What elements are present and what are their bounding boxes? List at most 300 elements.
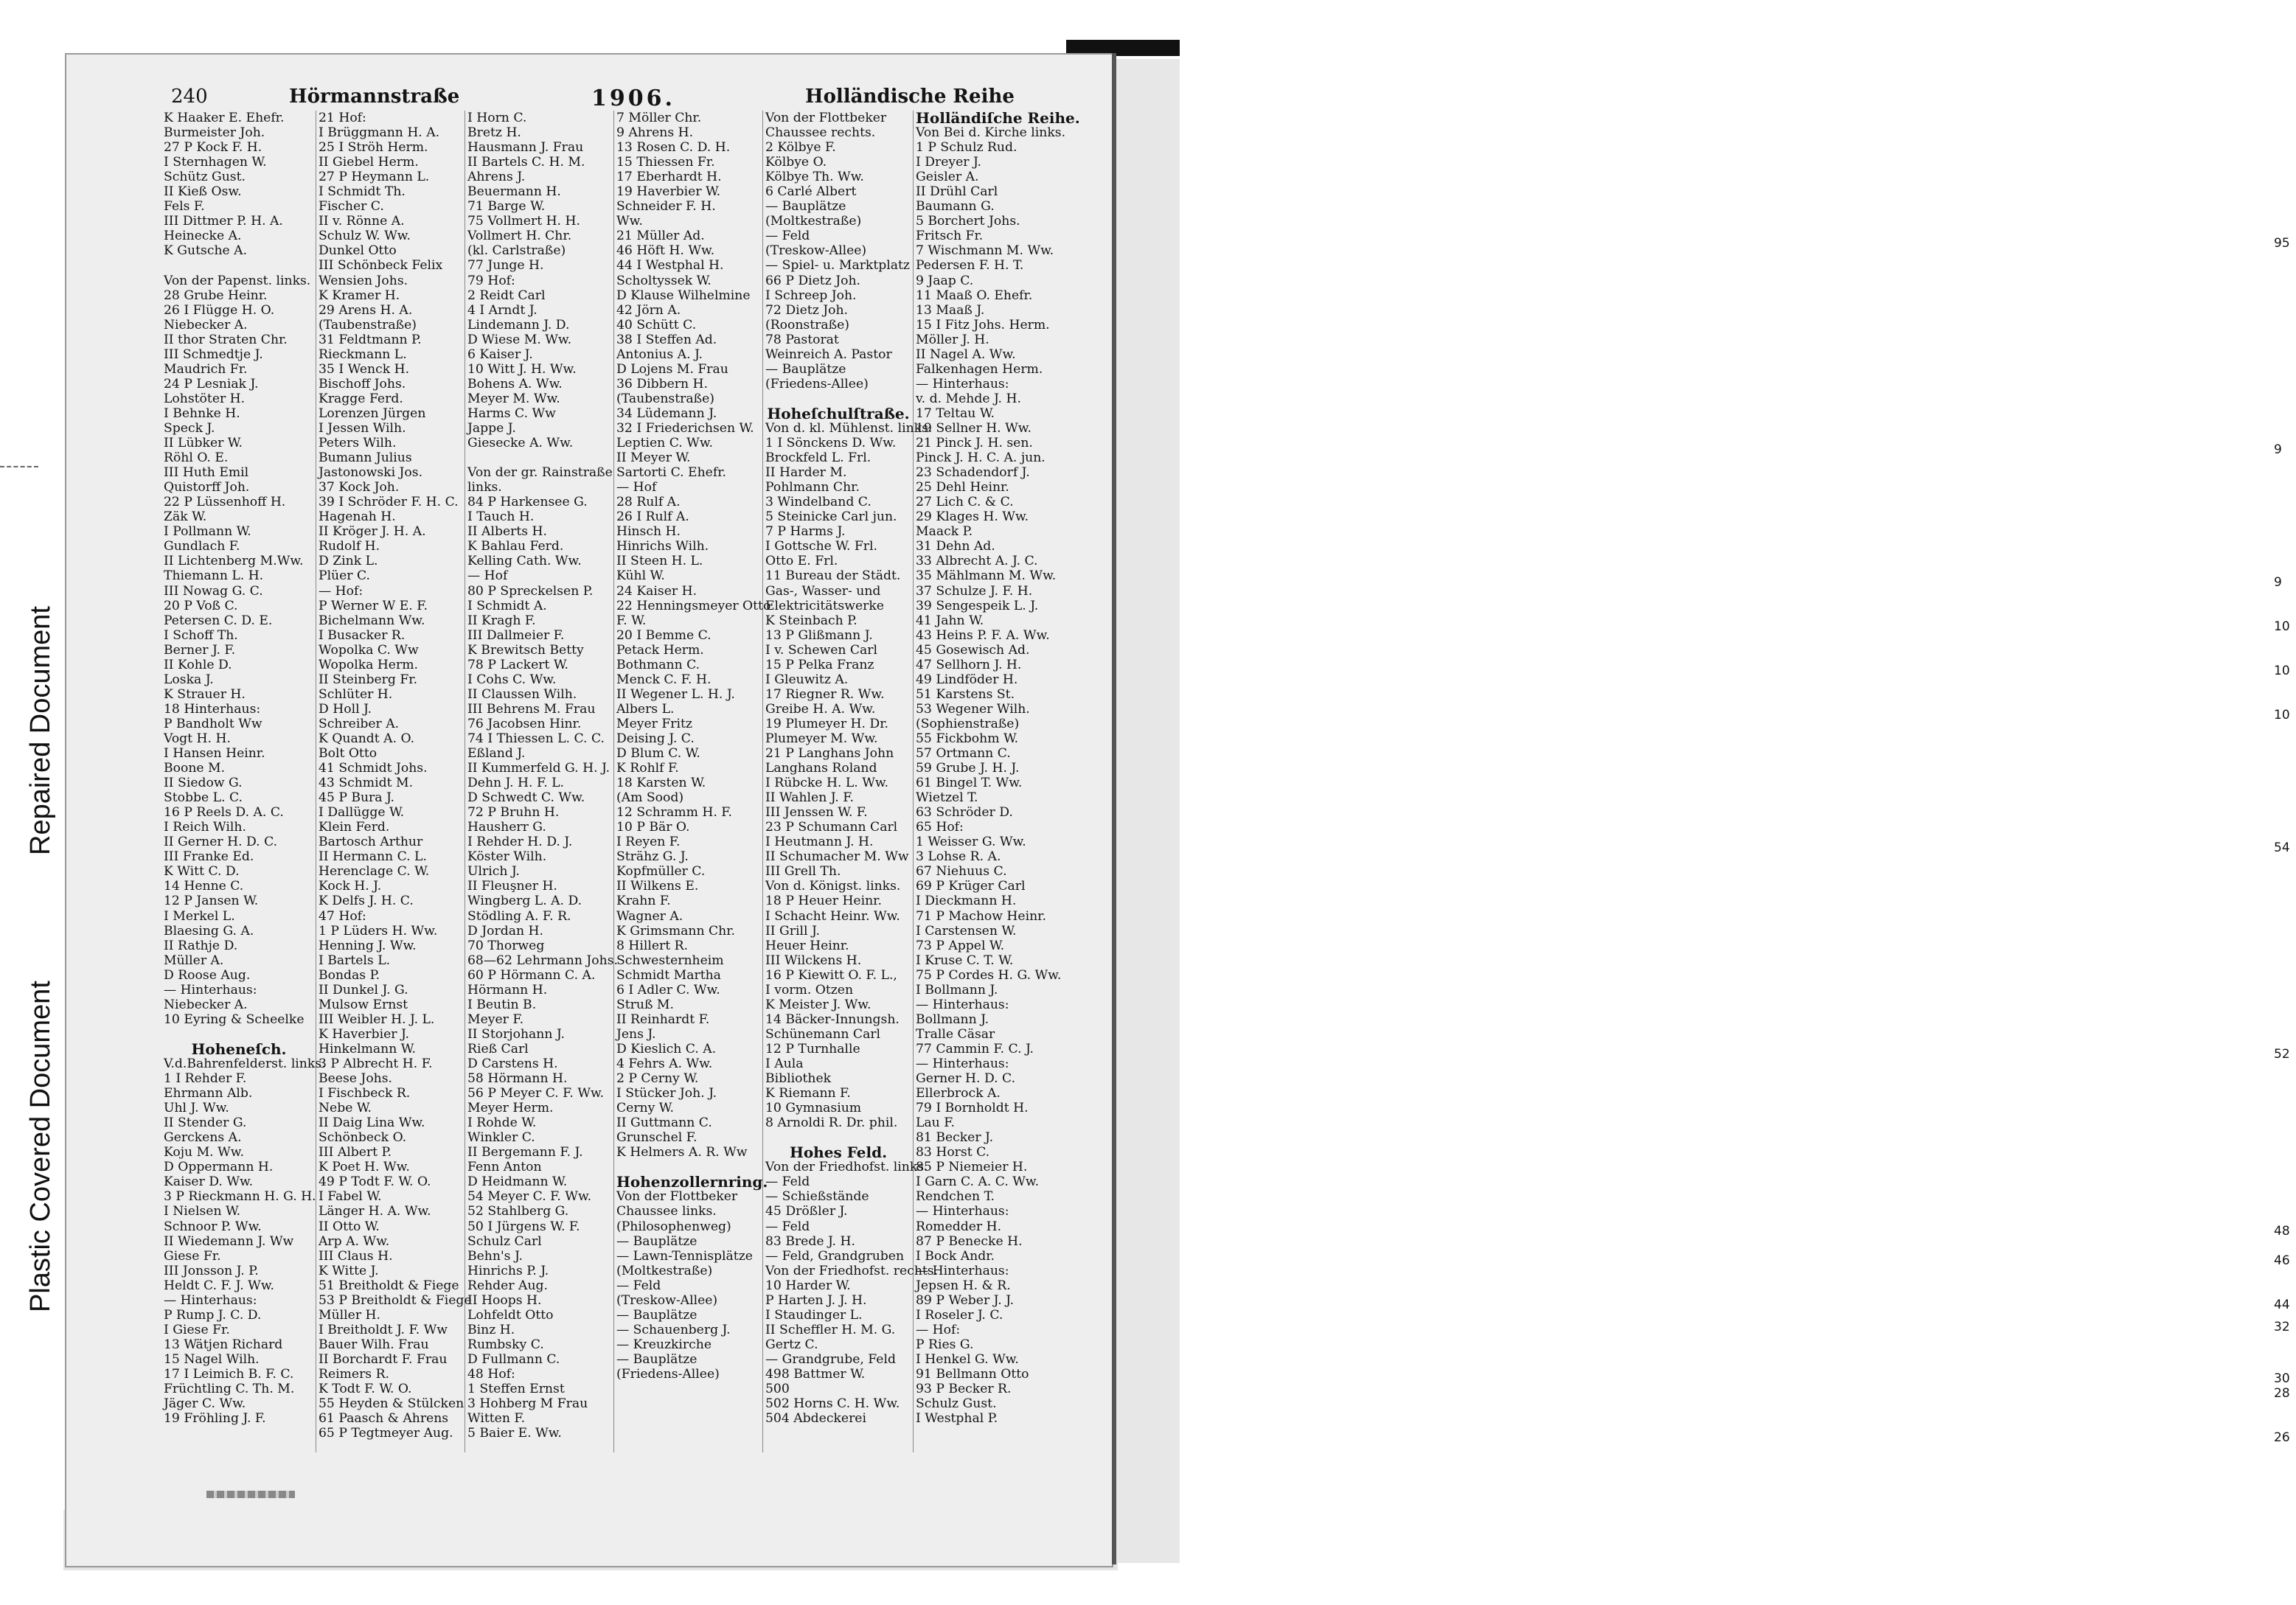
directory-line: I Westphal P.	[916, 1411, 998, 1427]
directory-line: 42 Jörn A.	[616, 302, 681, 318]
directory-line: Röhl O. E.	[164, 450, 229, 466]
directory-line: — Hof	[467, 568, 508, 584]
directory-line: Tralle Cäsar	[916, 1026, 995, 1042]
directory-line: 38 I Steffen Ad.	[616, 332, 717, 347]
facing-page-number: 9	[2274, 575, 2282, 590]
directory-line: Henning J. Ww.	[319, 938, 417, 953]
directory-line: Fritsch Fr.	[916, 229, 984, 244]
running-head-left: Hörmannstraße	[289, 86, 460, 108]
directory-line: K Haaker E. Ehefr.	[164, 111, 285, 125]
directory-line: Struß M.	[616, 997, 674, 1012]
directory-line: Sartorti C. Ehefr.	[616, 465, 726, 481]
directory-line: 19 Plumeyer H. Dr.	[765, 716, 888, 731]
directory-line: Scholtyssek W.	[616, 273, 712, 288]
directory-line: 24 P Lesniak J.	[164, 376, 259, 391]
directory-line: Meyer Fritz	[616, 716, 692, 731]
directory-line: 16 P Kiewitt O. F. L.,	[765, 967, 897, 983]
directory-line: 3 P Albrecht H. F.	[319, 1056, 433, 1071]
directory-line: Von der Flottbeker	[765, 111, 887, 125]
directory-line: Chaussee links.	[616, 1204, 717, 1219]
directory-line: I Dieckmann H.	[916, 894, 1017, 909]
directory-line: 50 I Jürgens W. F.	[467, 1219, 580, 1234]
directory-line	[164, 1027, 314, 1042]
directory-line: 66 P Dietz Joh.	[765, 273, 861, 288]
directory-line: 26 I Flügge H. O.	[164, 302, 275, 318]
directory-line: Kölbye Th. Ww.	[765, 170, 864, 185]
directory-line: — Feld	[765, 1174, 810, 1190]
directory-line: (Roonstraße)	[765, 317, 849, 333]
directory-line: II Claussen Wilh.	[467, 686, 577, 702]
directory-line: Romedder H.	[916, 1219, 1002, 1234]
directory-line: Hinrichs Wilh.	[616, 539, 709, 554]
directory-line: V.d.Bahrenfelderst. links.	[164, 1056, 326, 1071]
directory-line: Schünemann Carl	[765, 1026, 881, 1042]
directory-line: 29 Arens H. A.	[319, 302, 413, 318]
facing-page-number: 10	[2274, 664, 2290, 678]
directory-line: II Storjohann J.	[467, 1026, 565, 1042]
directory-line: D Klause Wilhelmine	[616, 288, 751, 303]
directory-line: I Heutmann J. H.	[765, 835, 874, 850]
directory-line: Fels F.	[164, 199, 205, 215]
directory-line: I Horn C.	[467, 111, 527, 125]
directory-line: 27 P Kock F. H.	[164, 140, 262, 156]
directory-line: Müller H.	[319, 1307, 380, 1323]
directory-line: 27 P Heymann L.	[319, 170, 430, 185]
directory-line: 73 P Appel W.	[916, 938, 1005, 953]
directory-line: Maudrich Fr.	[164, 361, 248, 377]
directory-line: Giesecke A. Ww.	[467, 436, 574, 451]
directory-line: 67 Niehuus C.	[916, 864, 1007, 880]
directory-line: 10 Harder W.	[765, 1278, 851, 1293]
directory-line: 35 I Wenck H.	[319, 361, 410, 377]
directory-line: 2 Reidt Carl	[467, 288, 546, 303]
directory-line: II Kohle D.	[164, 657, 232, 672]
directory-line: Strähz G. J.	[616, 849, 689, 865]
directory-line: II Dunkel J. G.	[319, 982, 408, 998]
directory-line: II Rathje D.	[164, 938, 238, 953]
directory-line: 72 P Bruhn H.	[467, 805, 560, 821]
directory-line: — Bauplätze	[616, 1233, 698, 1249]
column-rule	[762, 111, 763, 1452]
directory-line: K Delfs J. H. C.	[319, 894, 414, 909]
directory-line: Schmidt Martha	[616, 967, 721, 983]
directory-line: — Hinterhaus:	[916, 1263, 1009, 1278]
directory-line: — Bauplätze	[616, 1307, 698, 1323]
directory-line: — Feld	[616, 1278, 661, 1293]
directory-line: 26 I Rulf A.	[616, 509, 689, 525]
directory-line: II Harder M.	[765, 465, 847, 481]
directory-line: Vollmert H. Chr.	[467, 229, 572, 244]
directory-line: Grunschel F.	[616, 1130, 698, 1146]
directory-line: Gerckens A.	[164, 1130, 242, 1146]
directory-line: 29 Klages H. Ww.	[916, 509, 1029, 525]
directory-line: Niebecker A.	[164, 317, 248, 333]
directory-line: 4 I Arndt J.	[467, 302, 538, 318]
directory-line: Kölbye O.	[765, 155, 827, 170]
directory-line: I Rohde W.	[467, 1115, 537, 1131]
directory-line: I Staudinger L.	[765, 1307, 863, 1323]
directory-line: Ehrmann Alb.	[164, 1086, 253, 1101]
directory-line: D Carstens H.	[467, 1056, 558, 1071]
directory-line: 27 Lich C. & C.	[916, 495, 1014, 510]
directory-line: 34 Lüdemann J.	[616, 405, 717, 421]
directory-line: 91 Bellmann Otto	[916, 1366, 1029, 1382]
directory-line: Von der Papenst. links.	[164, 273, 311, 288]
directory-line: III Weibler H. J. L.	[319, 1012, 435, 1027]
directory-line: 12 Schramm H. F.	[616, 805, 732, 821]
directory-line: 61 Bingel T. Ww.	[916, 776, 1023, 791]
directory-line: 13 P Glißmann J.	[765, 627, 873, 643]
directory-line: 10 Eyring & Scheelke	[164, 1012, 305, 1027]
directory-line: I Brüggmann H. A.	[319, 125, 440, 141]
directory-line: II Gerner H. D. C.	[164, 835, 278, 850]
directory-line: Behn's J.	[467, 1248, 523, 1264]
directory-line: 44 I Westphal H.	[616, 258, 724, 274]
directory-line: 72 Dietz Joh.	[765, 302, 848, 318]
directory-line: Arp A. Ww.	[319, 1233, 390, 1249]
directory-line: Falkenhagen Herm.	[916, 361, 1043, 377]
directory-line: Peters Wilh.	[319, 436, 397, 451]
directory-line: (Taubenstraße)	[319, 317, 417, 333]
directory-line: Hohenzollernring.	[616, 1173, 768, 1191]
directory-line: — Hinterhaus:	[916, 997, 1009, 1012]
directory-line: III Albert P.	[319, 1145, 392, 1160]
directory-line: I Fischbeck R.	[319, 1086, 411, 1101]
directory-line: D Blum C. W.	[616, 746, 700, 762]
directory-column-3	[467, 111, 619, 1452]
directory-line: Brockfeld L. Frl.	[765, 450, 872, 466]
directory-line: II Kummerfeld G. H. J.	[467, 761, 610, 776]
directory-line: Von d. kl. Mühlenst. links.	[765, 420, 933, 436]
directory-line: P Rump J. C. D.	[164, 1307, 262, 1323]
directory-line: 74 I Thiessen L. C. C.	[467, 731, 605, 746]
directory-line: 79 Hof:	[467, 273, 515, 288]
directory-line: 40 Schütt C.	[616, 317, 697, 333]
directory-line: Quistorff Joh.	[164, 480, 250, 495]
directory-line: 21 P Langhans John	[765, 746, 894, 762]
directory-line: 31 Dehn Ad.	[916, 539, 995, 554]
side-label-band	[0, 442, 56, 1386]
directory-line: Hausmann J. Frau	[467, 140, 584, 156]
directory-line: II Borchardt F. Frau	[319, 1351, 448, 1367]
directory-line: 68—62 Lehrmann Johs.	[467, 953, 619, 968]
directory-line: Müller A.	[164, 953, 224, 968]
directory-line: Leptien C. Ww.	[616, 436, 713, 451]
directory-line: 17 Eberhardt H.	[616, 170, 722, 185]
directory-line: Eßland J.	[467, 746, 526, 762]
directory-line: Bibliothek	[765, 1071, 832, 1087]
directory-line: 19 Fröhling J. F.	[164, 1411, 266, 1427]
directory-line: Binz H.	[467, 1322, 515, 1337]
directory-line: I Dreyer J.	[916, 155, 981, 170]
directory-line: — Hof	[616, 480, 657, 495]
directory-line: 52 Stahlberg G.	[467, 1204, 569, 1219]
directory-line	[164, 258, 314, 273]
directory-line: Blaesing G. A.	[164, 923, 254, 939]
directory-line: Heuer Heinr.	[765, 938, 849, 953]
directory-line: II Lichtenberg M.Ww.	[164, 554, 304, 569]
directory-line: (Treskow-Allee)	[616, 1292, 718, 1308]
directory-line: III Franke Ed.	[164, 849, 254, 865]
directory-line: Schulz Gust.	[916, 1396, 997, 1412]
directory-line: II Otto W.	[319, 1219, 380, 1234]
directory-line: K Todt F. W. O.	[319, 1382, 412, 1397]
directory-line: 55 Fickbohm W.	[916, 731, 1019, 746]
directory-line: Wopolka Herm.	[319, 657, 418, 672]
directory-line: 17 Teltau W.	[916, 405, 995, 421]
directory-line: 31 Feldtmann P.	[319, 332, 422, 347]
directory-line: 500	[765, 1382, 790, 1397]
directory-line: D Schwedt C. Ww.	[467, 790, 585, 806]
directory-line: 77 Cammin F. C. J.	[916, 1041, 1034, 1056]
directory-line: — Bauplätze	[765, 199, 846, 215]
directory-line: 75 P Cordes H. G. Ww.	[916, 967, 1062, 983]
directory-line: I Gleuwitz A.	[765, 672, 849, 687]
directory-line: Schneider F. H.	[616, 199, 716, 215]
directory-line: — Lawn-Tennisplätze	[616, 1248, 753, 1264]
directory-line: Niebecker A.	[164, 997, 248, 1012]
directory-line: II Scheffler H. M. G.	[765, 1322, 896, 1337]
directory-line: Kock H. J.	[319, 879, 382, 894]
directory-line: (Am Sood)	[616, 790, 684, 806]
directory-line: I Bock Andr.	[916, 1248, 995, 1264]
directory-line: I Bartels L.	[319, 953, 391, 968]
directory-line: I Reyen F.	[616, 835, 681, 850]
directory-line: Von d. Königst. links.	[765, 879, 901, 894]
directory-line: 20 P Voß C.	[164, 598, 238, 613]
directory-line: 39 Sengespeik L. J.	[916, 598, 1039, 613]
directory-line: 502 Horns C. H. Ww.	[765, 1396, 900, 1412]
directory-line: II Grill J.	[765, 923, 820, 939]
directory-line: Greibe H. A. Ww.	[765, 701, 876, 717]
directory-line: Berner J. F.	[164, 642, 236, 658]
directory-line: 70 Thorweg	[467, 938, 545, 953]
directory-line: II Daig Lina Ww.	[319, 1115, 425, 1131]
directory-line: 43 Heins P. F. A. Ww.	[916, 627, 1050, 643]
directory-line: I Merkel L.	[164, 908, 235, 924]
directory-line: Schreiber A.	[319, 716, 400, 731]
directory-line: 41 Schmidt Johs.	[319, 761, 428, 776]
directory-line: K Brewitsch Betty	[467, 642, 584, 658]
directory-line: Kühl W.	[616, 568, 665, 584]
directory-line: I Carstensen W.	[916, 923, 1017, 939]
directory-line: Harms C. Ww	[467, 405, 556, 421]
directory-line: Kopfmüller C.	[616, 864, 706, 880]
directory-line: — Hinterhaus:	[916, 376, 1009, 391]
directory-line: Hinrichs P. J.	[467, 1263, 549, 1278]
directory-line: 65 Hof:	[916, 820, 964, 835]
directory-line: 35 Mählmann M. Ww.	[916, 568, 1057, 584]
directory-line: Kelling Cath. Ww.	[467, 554, 582, 569]
directory-line: P Bandholt Ww	[164, 716, 262, 731]
directory-line: 18 Hinterhaus:	[164, 701, 261, 717]
directory-line: 10 Witt J. H. Ww.	[467, 361, 577, 377]
directory-line: K Steinbach P.	[765, 613, 857, 628]
directory-line: 1 Weisser G. Ww.	[916, 835, 1026, 850]
directory-line: Hausherr G.	[467, 820, 546, 835]
directory-line: Wensien Johs.	[319, 273, 408, 288]
directory-line: 49 P Todt F. W. O.	[319, 1174, 431, 1190]
directory-line: 78 Pastorat	[765, 332, 839, 347]
directory-line: 3 Windelband C.	[765, 495, 872, 510]
directory-line: II Wegener L. H. J.	[616, 686, 735, 702]
directory-line: 22 P Lüssenhoff H.	[164, 495, 286, 510]
directory-line: II Steen H. L.	[616, 554, 703, 569]
directory-line: Holländiſche Reihe.	[916, 109, 1080, 127]
directory-line: I Dallügge W.	[319, 805, 405, 821]
directory-line: 47 Sellhorn J. H.	[916, 657, 1022, 672]
directory-line: III Wilckens H.	[765, 953, 862, 968]
facing-page-number: 46	[2274, 1253, 2290, 1268]
directory-line: Koju M. Ww.	[164, 1145, 244, 1160]
directory-line: 9 Jaap C.	[916, 273, 974, 288]
directory-line: 1 I Sönckens D. Ww.	[765, 436, 897, 451]
directory-line: 71 P Machow Heinr.	[916, 908, 1046, 924]
directory-line: 14 Henne C.	[164, 879, 244, 894]
directory-line: Stobbe L. C.	[164, 790, 243, 806]
directory-line: Hagenah H.	[319, 509, 396, 525]
directory-line: (Moltkestraße)	[616, 1263, 713, 1278]
directory-line: K Bahlau Ferd.	[467, 539, 564, 554]
directory-line: 3 Lohse R. A.	[916, 849, 1001, 865]
directory-line: Klein Ferd.	[319, 820, 390, 835]
directory-line: 80 P Spreckelsen P.	[467, 583, 594, 599]
directory-line: Plüer C.	[319, 568, 370, 584]
directory-line: II Reinhardt F.	[616, 1012, 710, 1027]
directory-line: Von der Flottbeker	[616, 1189, 738, 1205]
side-label-repaired: Repaired Document	[25, 606, 56, 855]
directory-line: 5 Borchert Johs.	[916, 214, 1020, 229]
directory-line: Rieß Carl	[467, 1041, 529, 1056]
facing-page-number: 52	[2274, 1047, 2290, 1062]
facing-page-number: 9	[2274, 442, 2282, 457]
directory-line: Schulz W. Ww.	[319, 229, 411, 244]
directory-line: Mulsow Ernst	[319, 997, 408, 1012]
directory-line: Gerner H. D. C.	[916, 1071, 1016, 1087]
directory-line: Thiemann L. H.	[164, 568, 264, 584]
directory-line: Elektricitätswerke	[765, 598, 884, 613]
directory-line: Cerny W.	[616, 1101, 674, 1116]
directory-line: (Friedens-Allee)	[616, 1366, 720, 1382]
directory-line: I v. Schewen Carl	[765, 642, 878, 658]
facing-page-number: 48	[2274, 1224, 2290, 1239]
directory-line: Petersen C. D. E.	[164, 613, 273, 628]
directory-line: 15 P Pelka Franz	[765, 657, 874, 672]
facing-page	[1116, 59, 2290, 1563]
directory-line: Beuermann H.	[467, 184, 561, 200]
directory-line: II Nagel A. Ww.	[916, 347, 1016, 362]
directory-line: Bothmann C.	[616, 657, 700, 672]
directory-line: Gas-, Wasser- und	[765, 583, 881, 599]
directory-line: 13 Rosen C. D. H.	[616, 140, 731, 156]
directory-line: 61 Paasch & Ahrens	[319, 1411, 449, 1427]
directory-line: 76 Jacobsen Hinr.	[467, 716, 582, 731]
facing-page-number: 26	[2274, 1430, 2290, 1445]
directory-line: 7 Möller Chr.	[616, 111, 702, 125]
directory-line: Pedersen F. H. T.	[916, 258, 1024, 274]
directory-line: Rendchen T.	[916, 1189, 995, 1205]
directory-line: — Schießstände	[765, 1189, 869, 1205]
directory-line: — Hof:	[916, 1322, 961, 1337]
directory-line: II Kröger J. H. A.	[319, 524, 426, 540]
directory-line: Hohes Feld.	[789, 1143, 888, 1162]
directory-line: Wopolka C. Ww	[319, 642, 419, 658]
directory-line: I Schoff Th.	[164, 627, 238, 643]
directory-line: 10 Gymnasium	[765, 1101, 862, 1116]
directory-line: Speck J.	[164, 420, 215, 436]
directory-line: III Dallmeier F.	[467, 627, 565, 643]
directory-line: Otto E. Frl.	[765, 554, 838, 569]
directory-line: Plumeyer M. Ww.	[765, 731, 878, 746]
directory-line: 49 Lindföder H.	[916, 672, 1018, 687]
directory-line: 84 P Harkensee G.	[467, 495, 588, 510]
directory-line: Lindemann J. D.	[467, 317, 570, 333]
directory-line: 6 Kaiser J.	[467, 347, 533, 362]
directory-line: 2 P Cerny W.	[616, 1071, 699, 1087]
directory-line: I Schreep Joh.	[765, 288, 857, 303]
directory-line: Reimers R.	[319, 1366, 389, 1382]
directory-line: Nebe W.	[319, 1101, 372, 1116]
directory-line: Loska J.	[164, 672, 214, 687]
directory-line: Lorenzen Jürgen	[319, 405, 426, 421]
directory-line: Albers L.	[616, 701, 675, 717]
directory-line: II v. Rönne A.	[319, 214, 405, 229]
directory-line: 87 P Benecke H.	[916, 1233, 1023, 1249]
page-number: 240	[171, 86, 208, 108]
directory-line: 28 Grube Heinr.	[164, 288, 268, 303]
directory-line: 13 Wätjen Richard	[164, 1337, 283, 1352]
directory-line: 45 Drößler J.	[765, 1204, 848, 1219]
directory-line: (Treskow-Allee)	[765, 243, 867, 259]
directory-line: Rieckmann L.	[319, 347, 407, 362]
directory-line: 1 P Lüders H. Ww.	[319, 923, 438, 939]
directory-line: 18 Karsten W.	[616, 776, 706, 791]
directory-line: Bondas P.	[319, 967, 380, 983]
directory-line: Menck C. F. H.	[616, 672, 712, 687]
directory-line: 1 I Rehder F.	[164, 1071, 247, 1087]
directory-line: Bauer Wilh. Frau	[319, 1337, 429, 1352]
directory-line: I Gottsche W. Frl.	[765, 539, 877, 554]
directory-line: I Henkel G. Ww.	[916, 1351, 1019, 1367]
directory-line: — Bauplätze	[616, 1351, 698, 1367]
directory-line: 1 Steffen Ernst	[467, 1382, 565, 1397]
directory-line: Köster Wilh.	[467, 849, 547, 865]
directory-line: 6 Carlé Albert	[765, 184, 857, 200]
directory-line: K Poet H. Ww.	[319, 1160, 410, 1175]
directory-line: I Schmidt A.	[467, 598, 547, 613]
directory-line: 81 Becker J.	[916, 1130, 994, 1146]
directory-line: III Claus H.	[319, 1248, 393, 1264]
facing-page-number: 30	[2274, 1371, 2290, 1386]
facing-page-number: 44	[2274, 1298, 2290, 1312]
directory-line: 10 P Bär O.	[616, 820, 690, 835]
directory-line: (Moltkestraße)	[765, 214, 862, 229]
directory-line: (Sophienstraße)	[916, 716, 1020, 731]
directory-line: Schwesternheim	[616, 953, 724, 968]
directory-line: II Drühl Carl	[916, 184, 998, 200]
directory-line: Rudolf H.	[319, 539, 380, 554]
directory-line: 19 Haverbier W.	[616, 184, 721, 200]
directory-line: II Steinberg Fr.	[319, 672, 418, 687]
directory-line: I Bollmann J.	[916, 982, 998, 998]
directory-line: Beese Johs.	[319, 1071, 393, 1087]
directory-line	[765, 391, 911, 406]
directory-line: 15 Nagel Wilh.	[164, 1351, 260, 1367]
directory-line: 14 Bäcker-Innungsh.	[765, 1012, 900, 1027]
directory-line: II Kragh F.	[467, 613, 536, 628]
directory-line: 83 Brede J. H.	[765, 1233, 855, 1249]
directory-line: Fischer C.	[319, 199, 384, 215]
